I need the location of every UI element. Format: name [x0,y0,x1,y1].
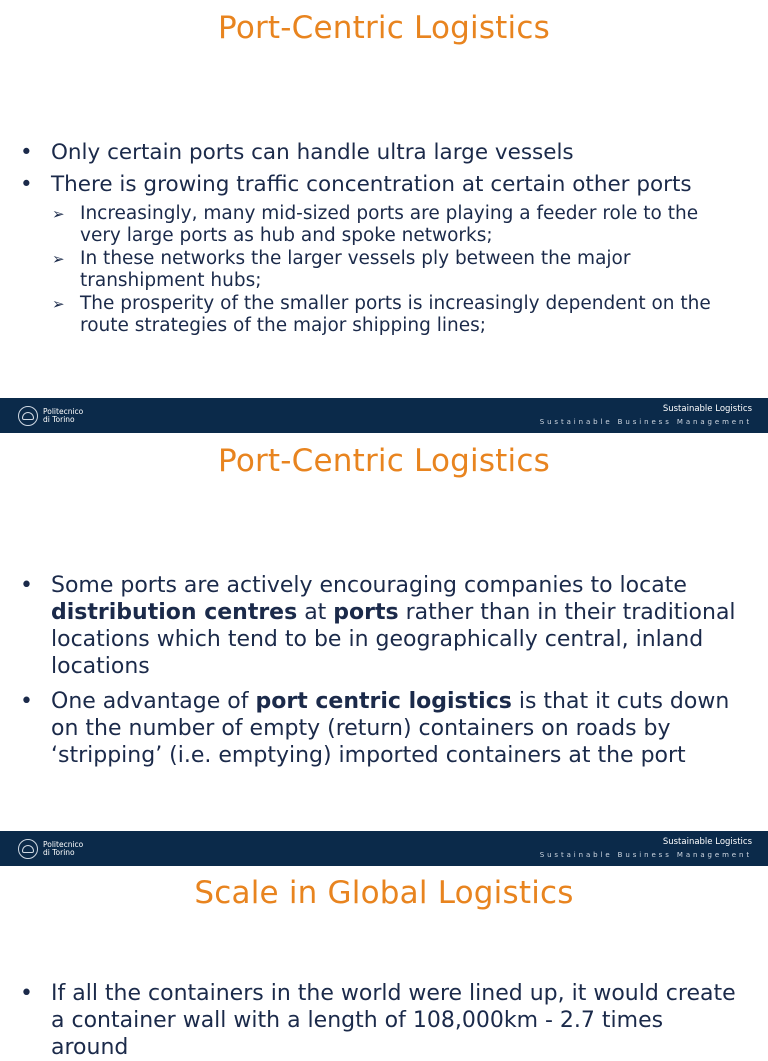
slide-title: Port-Centric Logistics [218,10,550,46]
bullet-item [20,137,744,169]
university-logo [18,839,83,859]
sub-bullet-list [51,203,744,337]
slide-title: Scale in Global Logistics [194,875,574,911]
course-subtitle: Sustainable Business Management [539,418,752,426]
sub-bullet-item [51,203,744,247]
slide-title: Port-Centric Logistics [218,443,550,479]
arrow-bullet-icon: ➢ [52,295,65,313]
sub-bullet-text: The prosperity of the smaller ports is increasingly dependent on the route strategies of the major shipping lines; [80,293,711,336]
footer-course-info [540,837,752,859]
bullet-item [20,169,744,337]
sub-bullet-item [51,293,744,337]
seal-icon [18,839,38,859]
slide-footer [0,831,768,866]
sub-bullet-text: Increasingly, many mid-sized ports are playing a feeder role to the very large ports as hub and spoke networks; [80,203,699,246]
bullet-list [20,572,744,777]
logo-text: Politecnico di Torino [43,840,84,857]
course-name: Sustainable Logistics [662,837,752,847]
sub-bullet-item [51,248,744,292]
slide-footer [0,398,768,433]
bullet-dot: • [20,140,33,165]
arrow-bullet-icon: ➢ [52,250,65,268]
bullet-dot: • [20,981,33,1006]
bullet-dot: • [20,172,33,197]
bullet-text: Only certain ports can handle ultra large vessels [51,140,574,165]
bullet-item [20,572,744,680]
logo-text: Politecnico di Torino [43,407,84,424]
course-subtitle: Sustainable Business Management [539,851,752,859]
bullet-text: If all the containers in the world were lined up, it would create a container wall with a length of 108,000km - 2.7 times around [51,981,736,1060]
arrow-bullet-icon: ➢ [52,205,65,223]
bullet-item [20,688,744,769]
sub-bullet-text: In these networks the larger vessels ply between the major transhipment hubs; [80,248,631,291]
bullet-list [20,980,744,1061]
bullet-list [20,137,744,338]
bullet-text: There is growing traffic concentration at certain other ports [51,172,692,197]
bullet-item [20,980,744,1061]
footer-course-info [540,404,752,426]
bullet-dot: • [20,689,33,714]
bullet-dot: • [20,573,33,598]
bullet-text: Some ports are actively encouraging companies to locate distribution centres at ports rather than in their traditional locations which tend to be in geographically central, inland locations [51,573,736,679]
seal-icon [18,406,38,426]
university-logo [18,406,83,426]
course-name: Sustainable Logistics [662,404,752,414]
bullet-text: One advantage of port centric logistics is that it cuts down on the number of empty (return) containers on roads by ‘stripping’ (i.e. emptying) imported containers at the port [51,689,730,768]
